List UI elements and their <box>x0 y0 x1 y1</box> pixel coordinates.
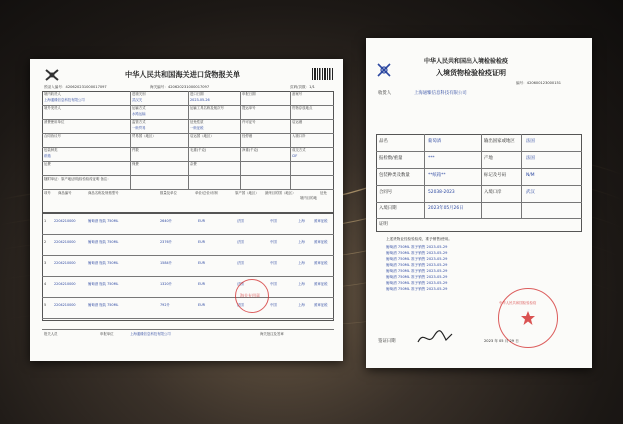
item-row-divider <box>42 297 334 298</box>
field-value-6: 法国 <box>526 156 535 161</box>
hf-24: 成交方式 <box>292 148 306 152</box>
conclusion-text: 上述货物业经检验检疫，准予销售/使用。 <box>386 237 452 241</box>
cert-list-item: 葡萄酒 750ML 准予销售 2023-05-29 <box>386 257 448 261</box>
item-row-divider <box>42 318 334 319</box>
consignee-label: 收货人 <box>378 91 392 96</box>
terms-value: CIF <box>292 154 298 158</box>
consignee-value: 上海通臻信息科技有限公司 <box>414 91 467 96</box>
footer-unit: 申报单位 <box>100 332 114 336</box>
cert-list-item: 葡萄酒 750ML 准予销售 2023-05-29 <box>386 275 448 279</box>
item-dest: 中国 <box>270 219 277 223</box>
item-district: 上海 <box>298 282 305 286</box>
item-dest: 中国 <box>270 261 277 265</box>
hf-7: 运输工具名称及航次号 <box>190 106 224 110</box>
doc2-title-top: 中华人民共和国出入境检验检疫 <box>424 58 509 65</box>
conclusion-label: 证明 <box>379 222 388 227</box>
item-dest: 中国 <box>270 303 277 307</box>
field-value-1: *** <box>428 156 435 161</box>
items-table <box>42 213 334 321</box>
hf-8: 提运单号 <box>242 106 256 110</box>
item-origin: 法国 <box>237 219 244 223</box>
item-code: 2204210000 <box>54 261 76 265</box>
hf-17: 启运国（地区） <box>190 134 214 138</box>
item-no: 4 <box>44 282 47 286</box>
hf-25: 运费 <box>44 162 51 166</box>
customs-emblem-icon <box>44 68 60 82</box>
item-origin: 法国 <box>237 282 244 286</box>
item-district: 上海 <box>298 303 305 307</box>
item-row-divider <box>42 234 334 235</box>
field-label-1: 报检数/重量 <box>379 156 403 161</box>
hf-22: 毛重(千克) <box>190 148 207 152</box>
field-label-4: 标记及号码 <box>484 173 506 178</box>
hf-15: 合同协议号 <box>44 134 61 138</box>
item-dest: 中国 <box>270 282 277 286</box>
field-label-6: 产地 <box>484 156 493 161</box>
field-value-3: 52038-2023 <box>428 190 455 195</box>
item-qty: 2376升 <box>160 240 173 244</box>
item-origin: 法国 <box>237 303 244 307</box>
hf-1: 进境关别 <box>132 92 146 96</box>
hf-11: 监管方式 <box>132 120 146 124</box>
item-name: 葡萄酒 瓶装 750ML <box>88 282 119 286</box>
item-price: EUR <box>198 282 205 286</box>
consignee-value: 上海通臻信息科技有限公司 <box>44 98 85 102</box>
hf-6: 运输方式 <box>132 106 146 110</box>
ih-1: 商品编号 <box>58 191 72 195</box>
hf-18: 经停港 <box>242 134 253 138</box>
item-row-divider <box>42 255 334 256</box>
item-origin: 法国 <box>237 240 244 244</box>
trade-mode-value: 一般贸易 <box>132 126 146 130</box>
item-district: 上海 <box>298 219 305 223</box>
remark: 随附单证：原产地证明|检验检疫证明 备注： <box>44 177 111 181</box>
cert-list-item: 葡萄酒 750ML 准予销售 2023-05-29 <box>386 251 448 255</box>
packing-value: 纸箱 <box>44 154 51 158</box>
item-dest: 中国 <box>270 240 277 244</box>
hf-27: 杂费 <box>190 162 197 166</box>
field-value-7: 武汉 <box>526 190 535 195</box>
item-levy: 照章征税 <box>314 219 328 223</box>
hf-14: 启运港 <box>292 120 303 124</box>
item-qty: 792升 <box>160 303 170 307</box>
date-label: 签证日期 <box>378 339 396 344</box>
ih-5: 原产国（地区） <box>235 191 259 195</box>
ih-8: 征免 <box>320 191 327 195</box>
item-price: EUR <box>198 261 205 265</box>
hf-0: 境内收货人 <box>44 92 61 96</box>
field-label-8: 入境日期 <box>379 206 397 211</box>
cert-list-item: 葡萄酒 750ML 准予销售 2023-05-29 <box>386 263 448 267</box>
ih-3: 数量及单位 <box>160 191 177 195</box>
field-label-3: 合同号 <box>379 190 393 195</box>
barcode-icon <box>312 68 334 80</box>
cert-list-item: 葡萄酒 750ML 准予销售 2023-05-29 <box>386 287 448 291</box>
hf-2: 进口日期 <box>190 92 204 96</box>
footer-customs: 海关批注及签章 <box>260 332 284 336</box>
field-label-5: 输出国家或地区 <box>484 139 515 144</box>
field-label-7: 入境口岸 <box>484 190 502 195</box>
item-code: 2204210000 <box>54 240 76 244</box>
tax-nature-value: 一般征税 <box>190 126 204 130</box>
hf-3: 申报日期 <box>242 92 256 96</box>
ih-4: 单价/总价/币制 <box>195 191 218 195</box>
ih-6: 最终目的国（地区） <box>265 191 296 195</box>
footer-declarant: 报关人员 <box>44 332 58 336</box>
field-label-2: 包装种类及数量 <box>379 173 410 178</box>
item-qty: 1320升 <box>160 282 173 286</box>
item-district: 上海 <box>298 240 305 244</box>
signature-icon <box>416 328 456 348</box>
hf-4: 备案号 <box>292 92 303 96</box>
cert-number: 编号：420600123000151 <box>516 81 562 85</box>
field-value-8: 2023年05月26日 <box>428 206 464 211</box>
hf-21: 件数 <box>132 148 139 152</box>
item-code: 2204210000 <box>54 303 76 307</box>
item-code: 2204210000 <box>54 219 76 223</box>
item-no: 1 <box>44 219 47 223</box>
field-value-4: N/M <box>526 173 535 178</box>
item-levy: 照章征税 <box>314 261 328 265</box>
footer-unit-name: 上海通臻信息科技有限公司 <box>130 332 171 336</box>
item-no: 3 <box>44 261 47 265</box>
item-levy: 照章征税 <box>314 303 328 307</box>
field-value-5: 法国 <box>526 139 535 144</box>
hf-26: 保费 <box>132 162 139 166</box>
ih-0: 项号 <box>44 191 51 195</box>
item-no: 2 <box>44 240 47 244</box>
seal-star-icon <box>520 310 536 326</box>
doc1-title: 中华人民共和国海关进口货物报关单 <box>125 70 241 79</box>
inspection-emblem-icon <box>376 62 392 78</box>
item-qty: 1584升 <box>160 261 173 265</box>
item-district: 上海 <box>298 261 305 265</box>
item-levy: 照章征税 <box>314 240 328 244</box>
page-number: 页码/页数：1/1 <box>290 85 315 89</box>
hf-19: 入境口岸 <box>292 134 306 138</box>
ih-7: 境内目的地 <box>300 196 317 200</box>
field-value-0: 葡萄酒 <box>428 139 442 144</box>
import-date-value: 2023-05-26 <box>190 98 210 102</box>
item-code: 2204210000 <box>54 282 76 286</box>
field-value-2: **纸箱** <box>428 173 446 178</box>
doc2-title-main: 入境货物检验检疫证明 <box>436 69 506 77</box>
hf-23: 净重(千克) <box>242 148 259 152</box>
item-name: 葡萄酒 瓶装 750ML <box>88 219 119 223</box>
item-name: 葡萄酒 瓶装 750ML <box>88 261 119 265</box>
hf-16: 贸易国（地区） <box>132 134 156 138</box>
item-name: 葡萄酒 瓶装 750ML <box>88 303 119 307</box>
customs-declaration-document <box>30 59 343 361</box>
hf-12: 征免性质 <box>190 120 204 124</box>
item-price: EUR <box>198 219 205 223</box>
transport-value: 水路运输 <box>132 112 146 116</box>
item-price: EUR <box>198 240 205 244</box>
hf-5: 境外发货人 <box>44 106 61 110</box>
port-value: 武汉关 <box>132 98 143 102</box>
field-label-0: 品名 <box>379 139 388 144</box>
hf-13: 许可证号 <box>242 120 256 124</box>
item-price: EUR <box>198 303 205 307</box>
cert-list-item: 葡萄酒 750ML 准予销售 2023-05-29 <box>386 269 448 273</box>
item-no: 5 <box>44 303 47 307</box>
item-origin: 法国 <box>237 261 244 265</box>
item-qty: 2640升 <box>160 219 173 223</box>
ih-2: 商品名称及规格型号 <box>88 191 119 195</box>
item-row-divider <box>42 276 334 277</box>
item-levy: 照章征税 <box>314 282 328 286</box>
hf-10: 消费使用单位 <box>44 120 65 124</box>
cert-list-item: 葡萄酒 750ML 准予销售 2023-05-29 <box>386 281 448 285</box>
item-name: 葡萄酒 瓶装 750ML <box>88 240 119 244</box>
inspection-seal-text: 中华人民共和国检验检疫 <box>499 301 537 305</box>
customs-number: 海关编号：420620231000017097 <box>150 85 210 89</box>
hf-20: 包装种类 <box>44 148 58 152</box>
cert-list-item: 葡萄酒 750ML 准予销售 2023-05-29 <box>386 245 448 249</box>
pre-record-number: 预录入编号：420620231000017097 <box>44 85 107 89</box>
inspection-certificate-document <box>366 38 592 368</box>
customs-seal-text: 海关专用章 <box>240 293 260 298</box>
date-value: 2023 年 05 月 29 日 <box>484 339 519 343</box>
hf-9: 货物存放地点 <box>292 106 313 110</box>
